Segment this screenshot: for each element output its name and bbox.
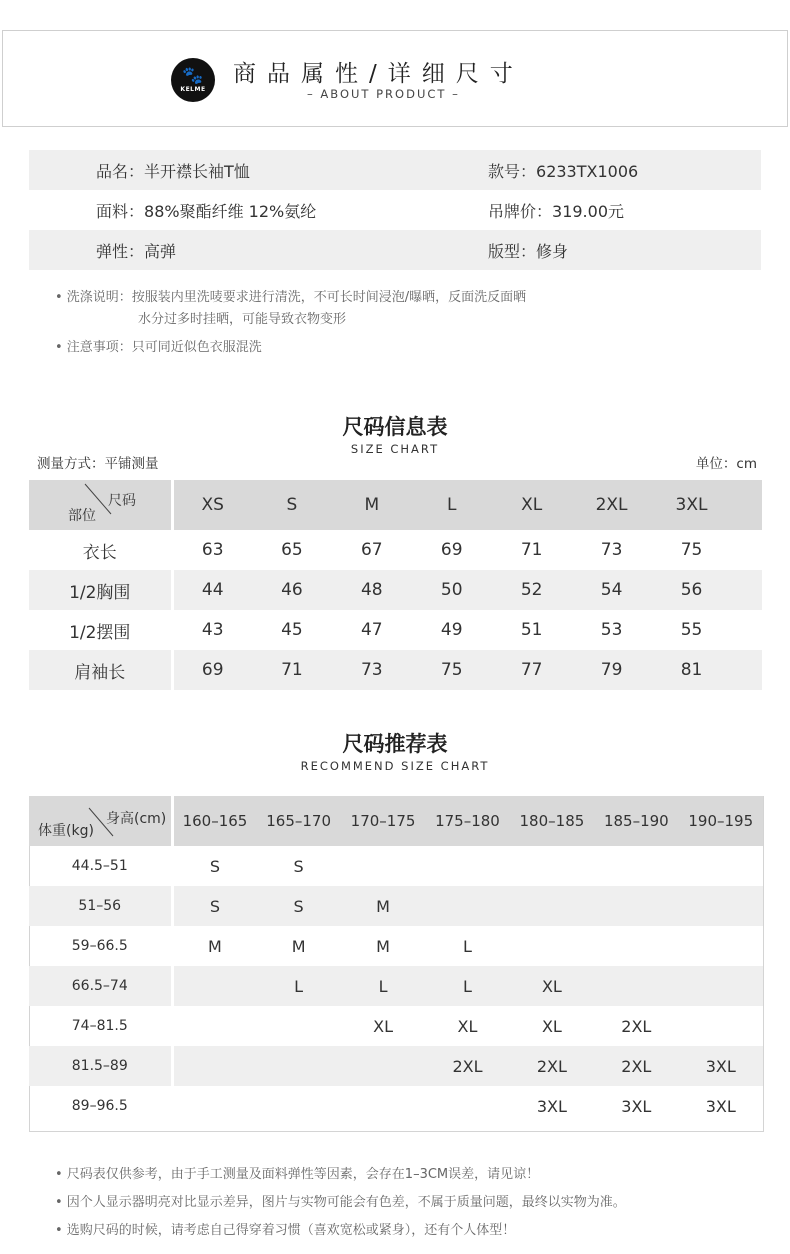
product-header (2, 30, 788, 127)
value-cell: 67 (360, 540, 383, 560)
size-cell: 2XL (594, 1046, 678, 1086)
size-header: M (332, 480, 412, 530)
row-spacer (732, 610, 762, 650)
size-cell (256, 1086, 340, 1126)
value-cell: 45 (281, 620, 303, 640)
page-title: 商品属性/详细尺寸 (233, 61, 524, 87)
recommend-chart-subtitle: RECOMMEND SIZE CHART (300, 759, 490, 773)
size-cell (172, 1046, 256, 1086)
value-cell: 65 (281, 540, 303, 560)
size-cell: 3XL (621, 1096, 652, 1116)
size-cell (594, 966, 678, 1006)
size-cell: 2XL (425, 1046, 509, 1086)
height-header: 165–170 (256, 796, 340, 846)
value-cell: 54 (572, 570, 652, 610)
part-cell: 肩袖长 (29, 650, 172, 690)
size-cell (425, 846, 509, 886)
attribute-left: 品名：半开襟长袖T恤 (96, 161, 250, 181)
table-row (29, 610, 762, 650)
table-row (29, 926, 763, 966)
weight-cell: 66.5–74 (29, 966, 172, 1006)
size-cell (341, 1046, 425, 1086)
value-cell: 73 (600, 540, 623, 560)
height-header: 180–185 (510, 796, 594, 846)
size-cell (594, 846, 678, 886)
weight-cell: 74–81.5 (29, 1006, 172, 1046)
value-cell: 53 (600, 620, 623, 640)
table-header-row (29, 480, 762, 530)
size-cell: M (376, 936, 390, 956)
value-cell: 75 (680, 540, 703, 560)
size-header: 2XL (572, 480, 652, 530)
table-row (29, 966, 763, 1006)
size-cell (510, 886, 594, 926)
caution-note: • 注意事项：只可同近似色衣服混洗 (55, 340, 262, 355)
height-header: 185–190 (594, 796, 678, 846)
value-cell: 71 (252, 650, 332, 690)
size-header: L (412, 480, 492, 530)
measure-method: 测量方式：平铺测量 (37, 456, 159, 472)
table-row (29, 1086, 763, 1126)
value-cell: 48 (332, 570, 412, 610)
part-cell: 1/2摆围 (29, 610, 172, 650)
corner-top-label: 尺码 (108, 493, 136, 509)
value-cell: 56 (652, 570, 732, 610)
size-cell: L (463, 936, 472, 956)
size-cell (510, 926, 594, 966)
height-header: 175–180 (425, 796, 509, 846)
size-cell: 3XL (679, 1046, 763, 1086)
value-cell: 49 (440, 620, 463, 640)
value-cell: 75 (412, 650, 492, 690)
paw-icon: 🐾 (182, 65, 204, 86)
size-cell: M (291, 936, 306, 956)
header-spacer (732, 480, 762, 530)
page-subtitle: – ABOUT PRODUCT – (307, 87, 460, 101)
size-cell: L (425, 966, 509, 1006)
size-cell (172, 966, 256, 1006)
size-header: XL (492, 480, 572, 530)
row-spacer (732, 570, 762, 610)
value-cell: 69 (172, 650, 252, 690)
corner-bottom-label: 部位 (68, 508, 96, 524)
size-cell (679, 886, 763, 926)
size-cell (172, 1006, 256, 1046)
size-cell: S (256, 886, 340, 926)
height-header: 170–175 (341, 796, 425, 846)
value-cell: 55 (680, 620, 703, 640)
size-cell: 2XL (621, 1016, 652, 1036)
value-cell: 73 (332, 650, 412, 690)
size-chart-title: 尺码信息表 (342, 415, 448, 439)
part-cell: 衣长 (29, 530, 172, 570)
attribute-right: 版型：修身 (488, 241, 569, 261)
size-cell: XL (373, 1016, 393, 1036)
part-cell: 1/2胸围 (29, 570, 172, 610)
table-row (29, 1006, 763, 1046)
attribute-right: 吊牌价：319.00元 (488, 201, 625, 221)
size-chart-subtitle: SIZE CHART (350, 442, 440, 456)
size-cell: S (172, 886, 256, 926)
weight-cell: 89–96.5 (29, 1086, 172, 1126)
corner-bottom-label: 体重(kg) (38, 823, 94, 839)
footer-note: • 选购尺码的时候，请考虑自己得穿着习惯（喜欢宽松或紧身），还有个人体型！ (55, 1223, 516, 1238)
size-cell: XL (541, 1016, 562, 1036)
attribute-row (29, 150, 761, 190)
diagonal-line (29, 480, 172, 530)
size-cell: 2XL (510, 1046, 594, 1086)
size-cell (256, 1006, 340, 1046)
size-chart-table (29, 480, 763, 690)
table-row (29, 530, 762, 570)
size-cell (679, 1006, 763, 1046)
size-header: 3XL (652, 480, 732, 530)
value-cell: 63 (201, 540, 224, 560)
size-cell: 3XL (705, 1096, 736, 1116)
value-cell: 79 (572, 650, 652, 690)
size-cell (679, 966, 763, 1006)
size-cell: S (209, 856, 221, 876)
size-cell: M (208, 936, 222, 956)
value-cell: 69 (440, 540, 463, 560)
corner-top-label: 身高(cm) (106, 811, 167, 827)
footer-note: • 尺码表仅供参考，由于手工测量及面料弹性等因素，会存在1–3CM误差，请见谅！ (55, 1167, 540, 1182)
size-header: S (252, 480, 332, 530)
value-cell: 50 (412, 570, 492, 610)
attribute-left: 面料：88%聚酯纤维 12%氨纶 (96, 201, 317, 221)
logo-brand-text: KELME (180, 85, 206, 93)
table-row (29, 650, 762, 690)
size-cell (256, 1046, 340, 1086)
height-header: 160–165 (172, 796, 256, 846)
care-notes (55, 287, 526, 359)
size-cell (679, 926, 763, 966)
value-cell: 43 (201, 620, 224, 640)
table-row (29, 1046, 763, 1086)
footer-notes (55, 1161, 626, 1245)
corner-cell (29, 480, 172, 530)
attribute-right: 款号：6233TX1006 (488, 161, 639, 181)
wash-instructions: • 洗涤说明：按服装内里洗唛要求进行清洗，不可长时间浸泡/曝晒，反面洗反面晒 (55, 290, 527, 305)
attribute-row (29, 190, 761, 230)
value-cell: 81 (652, 650, 732, 690)
size-cell: S (293, 856, 304, 876)
size-cell (594, 886, 678, 926)
size-cell (172, 1086, 256, 1126)
product-attributes (29, 150, 761, 270)
table-row (29, 886, 763, 926)
size-cell (341, 846, 425, 886)
recommend-chart-table (29, 796, 763, 1126)
size-cell: XL (510, 966, 594, 1006)
unit-label: 单位：cm (695, 456, 757, 472)
footer-note: • 因个人显示器明亮对比显示差异，图片与实物可能会有色差，不属于质量问题，最终以实物为准。 (55, 1195, 626, 1210)
size-cell (510, 846, 594, 886)
size-cell (341, 1086, 425, 1126)
weight-cell: 81.5–89 (29, 1046, 172, 1086)
table-row (29, 846, 763, 886)
row-spacer (732, 650, 762, 690)
weight-cell: 51–56 (29, 886, 172, 926)
kelme-logo (171, 58, 215, 102)
value-cell: 77 (492, 650, 572, 690)
size-cell: 3XL (536, 1096, 567, 1116)
row-spacer (732, 530, 762, 570)
size-cell (425, 886, 509, 926)
corner-cell (29, 796, 172, 846)
value-cell: 71 (520, 540, 543, 560)
value-cell: 51 (520, 620, 543, 640)
value-cell: 47 (360, 620, 383, 640)
size-cell: XL (457, 1016, 478, 1036)
attribute-row (29, 230, 761, 270)
size-cell (679, 846, 763, 886)
weight-cell: 59–66.5 (29, 926, 172, 966)
value-cell: 46 (252, 570, 332, 610)
size-cell (425, 1086, 509, 1126)
weight-cell: 44.5–51 (29, 846, 172, 886)
table-row (29, 570, 762, 610)
size-cell (594, 926, 678, 966)
height-header: 190–195 (679, 796, 763, 846)
value-cell: 44 (172, 570, 252, 610)
attribute-left: 弹性：高弹 (96, 241, 177, 261)
size-cell: M (341, 886, 425, 926)
size-header: XS (172, 480, 252, 530)
recommend-chart-title: 尺码推荐表 (342, 732, 448, 756)
value-cell: 52 (492, 570, 572, 610)
size-cell: L (256, 966, 340, 1006)
table-header-row (29, 796, 763, 846)
size-cell: L (341, 966, 425, 1006)
wash-instructions-cont: 水分过多时挂晒，可能导致衣物变形 (138, 312, 347, 327)
